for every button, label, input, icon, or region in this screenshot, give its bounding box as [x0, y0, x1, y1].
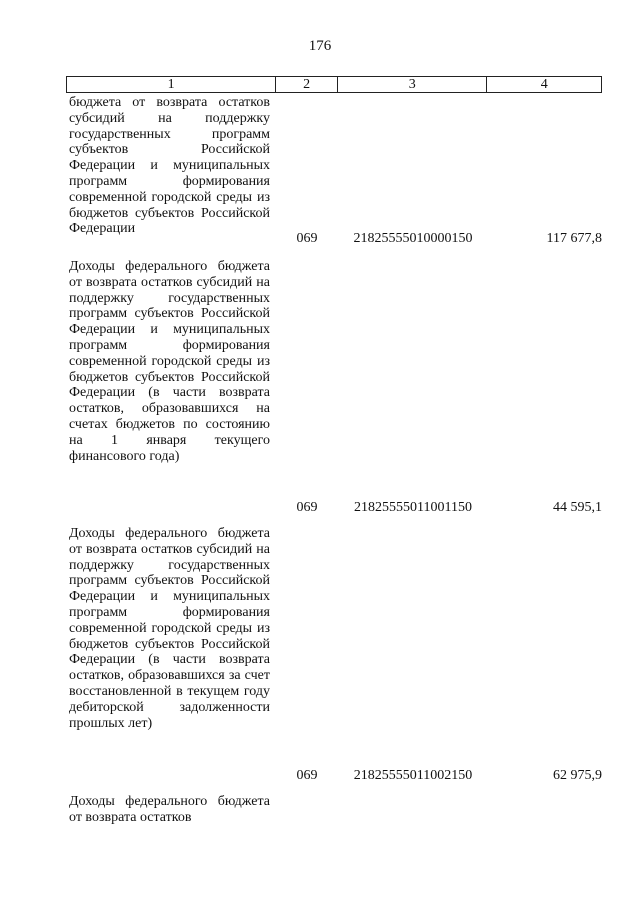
row-description: бюджета от возврата остатков субсидий на поддержку государственных программ субъектов Российской Федерации и муниципальных программ формирования современной городской среды из бюджетов субъектов Российской Федерации: [69, 95, 270, 237]
header-col-2: 2: [276, 77, 338, 92]
row-admin-code: 069: [296, 231, 318, 246]
row-kbk-code: 21825555011002150: [353, 768, 473, 783]
row-description: Доходы федерального бюджета от возврата остатков: [69, 794, 270, 825]
row-amount: 117 677,8: [546, 231, 602, 246]
row-admin-code: 069: [296, 500, 318, 515]
row-amount: 44 595,1: [553, 500, 602, 515]
header-col-4: 4: [540, 77, 548, 92]
header-col-1: 1: [67, 77, 276, 92]
row-admin-code: 069: [296, 768, 318, 783]
row-kbk-code: 21825555010000150: [353, 231, 473, 246]
row-description: Доходы федерального бюджета от возврата остатков субсидий на поддержку государственных программ субъектов Российской Федерации и муниципальных программ формирования современной городской среды из бюджетов субъектов Российской Федерации (в части возврата остатков, образовавшихся на счетах бюджетов по состоянию на 1 января текущего финансового года): [69, 259, 270, 464]
row-kbk-code: 21825555011001150: [354, 500, 472, 515]
table-header: [66, 76, 602, 93]
row-description: Доходы федерального бюджета от возврата остатков субсидий на поддержку государственных программ субъектов Российской Федерации и муниципальных программ формирования современной городской среды из бюджетов субъектов Российской Федерации (в части возврата остатков, образовавшихся за счет восстановленной в текущем году дебиторской задолженности прошлых лет): [69, 526, 270, 731]
row-amount: 62 975,9: [553, 768, 602, 783]
page-number: 176: [308, 38, 332, 54]
header-col-3: 3: [338, 77, 487, 92]
